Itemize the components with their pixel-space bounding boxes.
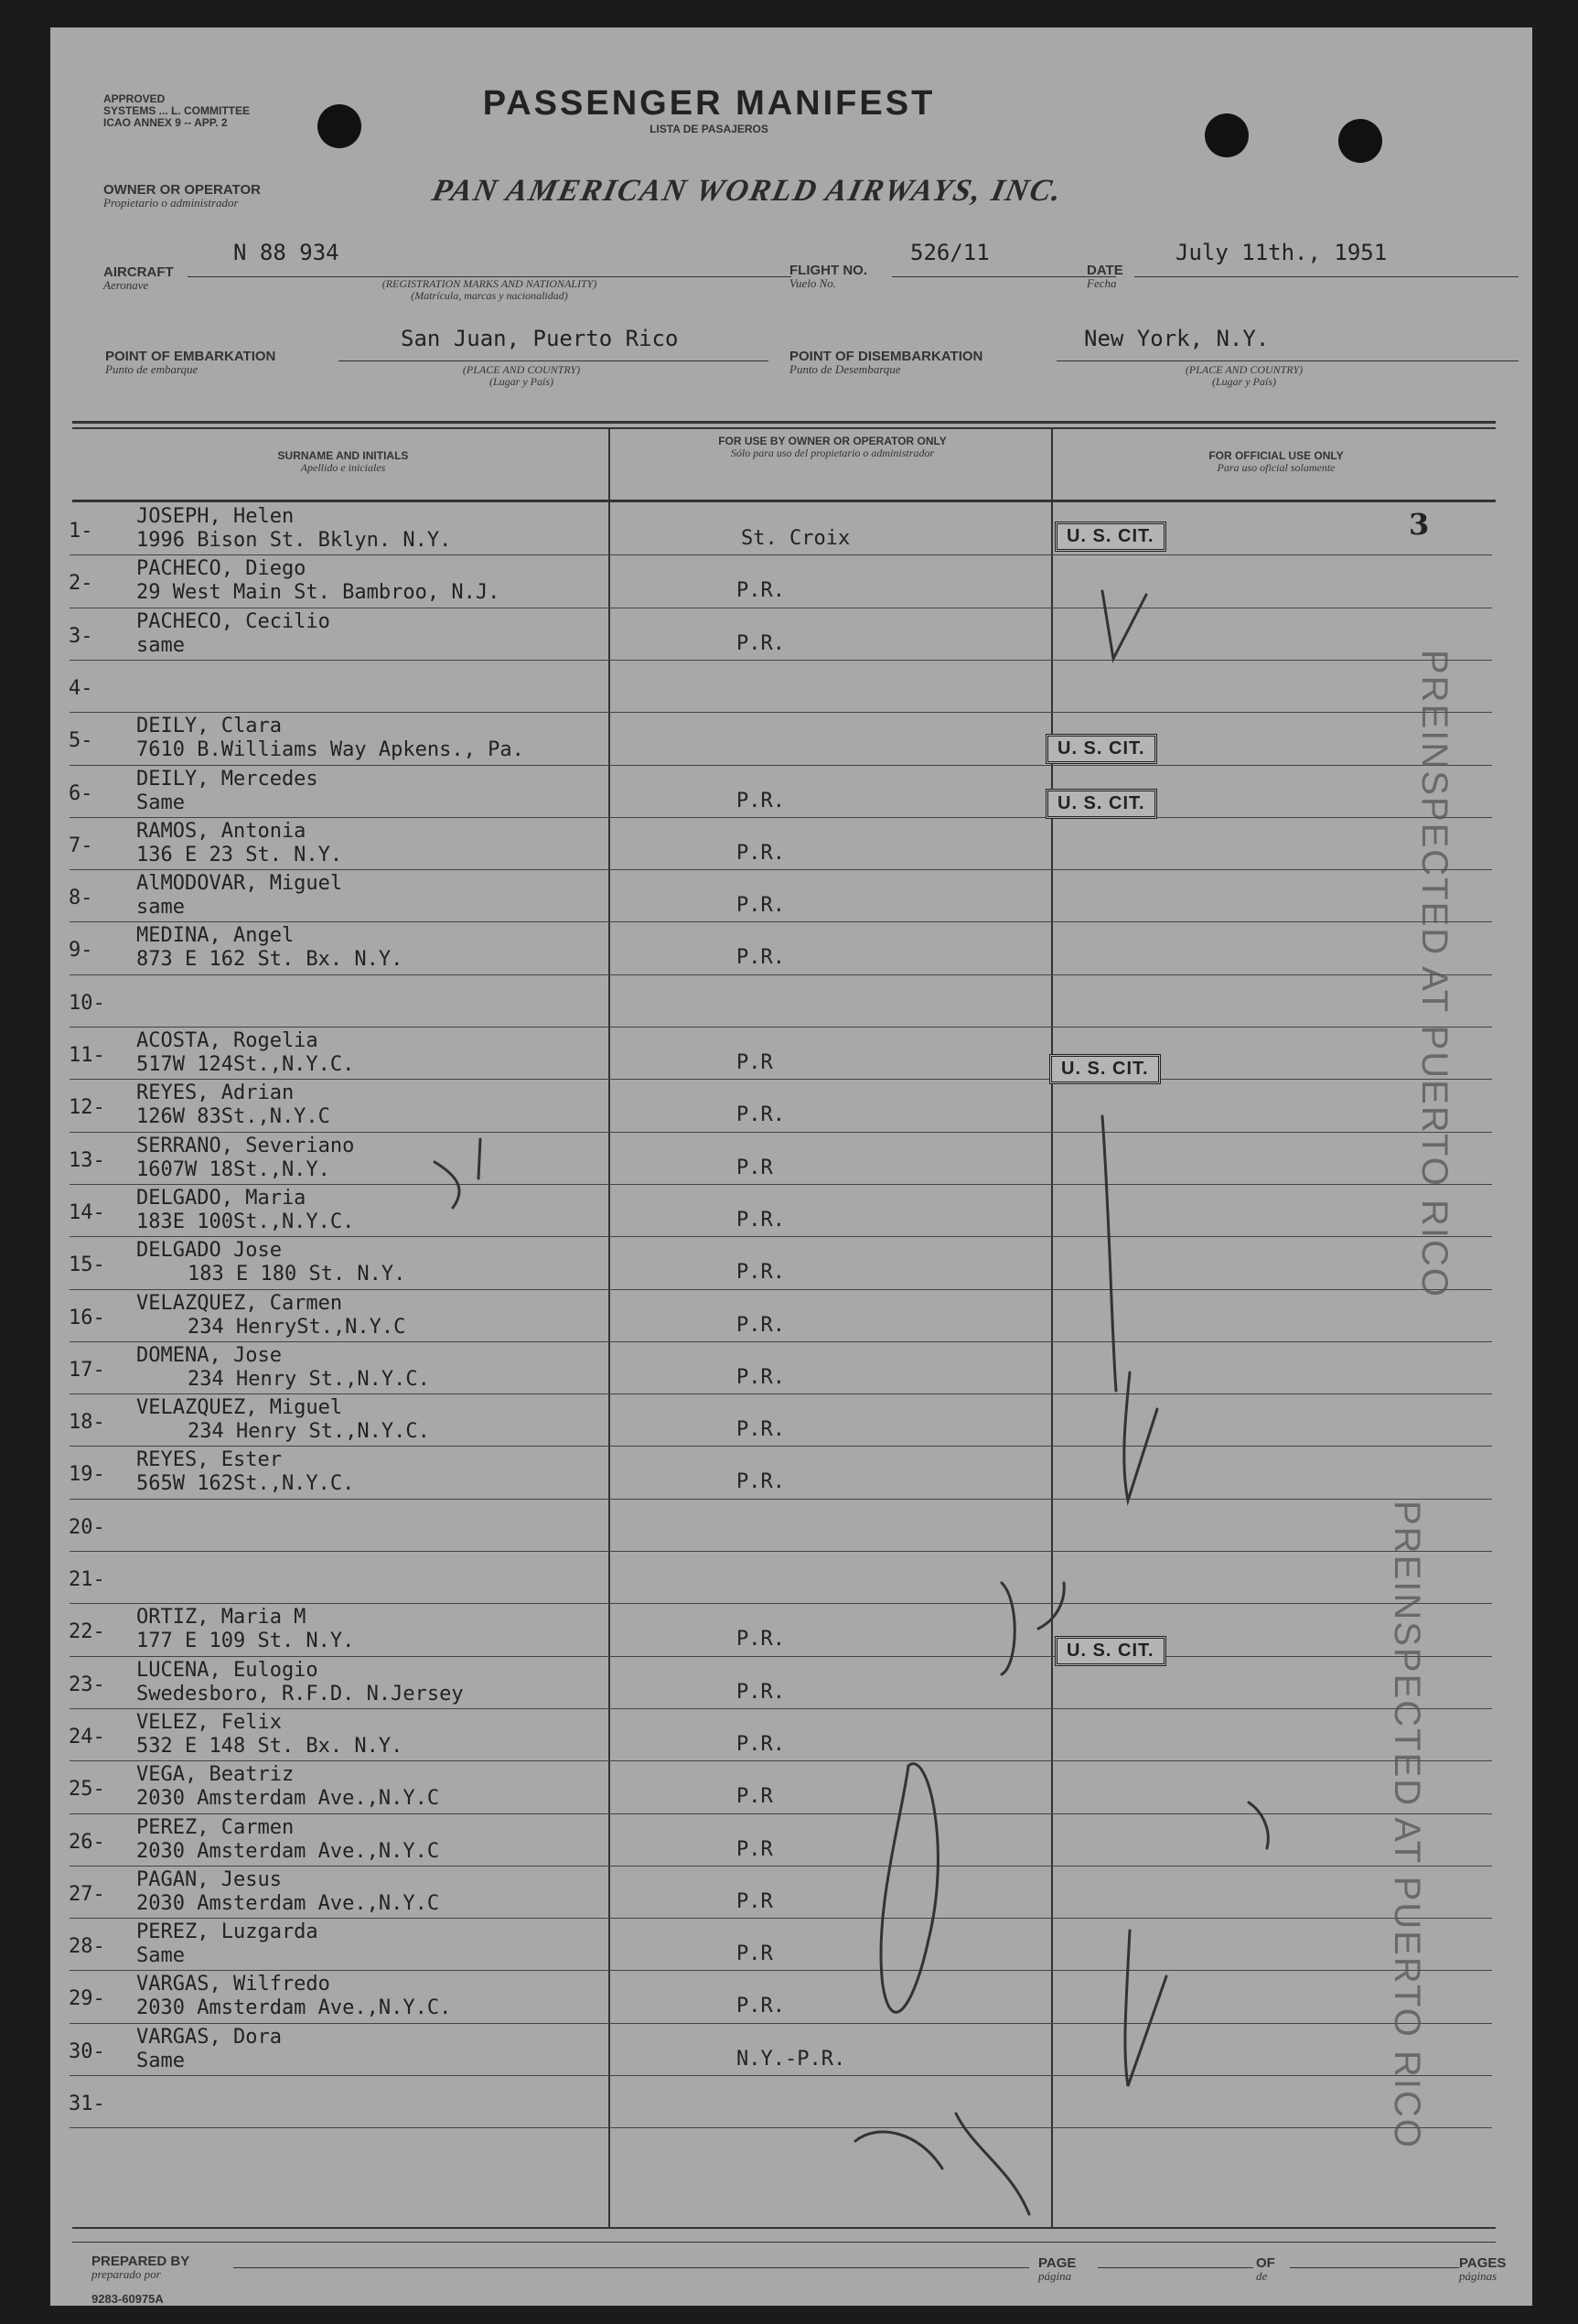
- passenger-name: SERRANO, Severiano: [136, 1134, 355, 1157]
- passenger-address: 2030 Amsterdam Ave.,N.Y.C: [136, 1839, 440, 1863]
- row-number: 7-: [69, 834, 93, 857]
- passenger-name: JOSEPH, Helen: [136, 505, 295, 528]
- passenger-name: VELAZQUEZ, Carmen: [136, 1291, 343, 1315]
- page-title: PASSENGER MANIFEST: [482, 84, 936, 123]
- us-citizen-stamp: U. S. CIT.: [1055, 1636, 1166, 1666]
- passenger-name: PEREZ, Luzgarda: [136, 1921, 318, 1944]
- flight-label: FLIGHT NO. Vuelo No.: [789, 263, 867, 290]
- passenger-name: VELEZ, Felix: [136, 1710, 282, 1734]
- prepared-by-label: PREPARED BY preparado por: [91, 2254, 190, 2281]
- passenger-address: 177 E 109 St. N.Y.: [136, 1630, 355, 1653]
- row-number: 31-: [69, 2093, 105, 2115]
- column-header-official: FOR OFFICIAL USE ONLY Para uso oficial solamente: [1208, 449, 1344, 474]
- passenger-name: VELAZQUEZ, Miguel: [136, 1396, 343, 1420]
- row-number: 1-: [69, 520, 93, 543]
- passenger-name: LUCENA, Eulogio: [136, 1658, 318, 1682]
- row-number: 25-: [69, 1778, 105, 1802]
- owner-operator-note: P.R: [736, 1837, 773, 1861]
- manifest-sheet: [50, 27, 1532, 2306]
- row-number: 13-: [69, 1148, 105, 1172]
- page-subtitle: LISTA DE PASAJEROS: [649, 123, 768, 135]
- passenger-address: 7610 B.Williams Way Apkens., Pa.: [136, 738, 524, 762]
- disembark-value: New York, N.Y.: [1084, 326, 1270, 351]
- row-number: 26-: [69, 1830, 105, 1854]
- row-number: 6-: [69, 781, 93, 805]
- row-number: 15-: [69, 1253, 105, 1277]
- aircraft-value: N 88 934: [233, 240, 339, 265]
- owner-operator-note: P.R: [736, 1942, 773, 1966]
- passenger-address: Same: [136, 1944, 185, 1968]
- passenger-address: 1607W 18St.,N.Y.: [136, 1157, 330, 1181]
- passenger-name: REYES, Adrian: [136, 1081, 295, 1105]
- owner-operator-note: P.R.: [736, 1680, 785, 1704]
- row-number: 9-: [69, 939, 93, 963]
- row-number: 21-: [69, 1568, 105, 1591]
- owner-operator-note: P.R.: [736, 1470, 785, 1494]
- owner-operator-note: P.R.: [736, 789, 785, 812]
- us-citizen-stamp: U. S. CIT.: [1046, 789, 1157, 819]
- row-number: 4-: [69, 676, 93, 700]
- disembark-label: POINT OF DISEMBARKATION Punto de Desembarque: [789, 349, 983, 376]
- form-number: 9283-60975A: [91, 2292, 164, 2306]
- passenger-name: PEREZ, Carmen: [136, 1815, 295, 1839]
- owner-operator-note: P.R.: [736, 1628, 785, 1652]
- passenger-address: 532 E 148 St. Bx. N.Y.: [136, 1734, 403, 1758]
- column-header-owner: FOR USE BY OWNER OR OPERATOR ONLY Sólo para uso del propietario o administrador: [718, 435, 947, 459]
- owner-operator-note: P.R.: [736, 1418, 785, 1442]
- embark-value: San Juan, Puerto Rico: [401, 326, 679, 351]
- row-number: 10-: [69, 991, 105, 1015]
- owner-operator-note: P.R: [736, 1156, 773, 1179]
- row-number: 28-: [69, 1935, 105, 1959]
- passenger-name: VARGAS, Dora: [136, 2025, 282, 2049]
- passenger-name: DEILY, Mercedes: [136, 767, 318, 791]
- pages-label: PAGES páginas: [1459, 2255, 1507, 2283]
- us-citizen-stamp: U. S. CIT.: [1055, 522, 1166, 552]
- row-number: 8-: [69, 887, 93, 910]
- operator-name: PAN AMERICAN WORLD AIRWAYS, INC.: [429, 174, 1067, 208]
- us-citizen-stamp: U. S. CIT.: [1046, 734, 1157, 764]
- owner-operator-note: P.R.: [736, 1313, 785, 1337]
- passenger-address: Same: [136, 791, 185, 814]
- row-number: 30-: [69, 2039, 105, 2063]
- row-number: 24-: [69, 1725, 105, 1748]
- date-value: July 11th., 1951: [1175, 240, 1388, 265]
- passenger-address: same: [136, 633, 185, 657]
- owner-label: OWNER OR OPERATOR Propietario o administrador: [103, 182, 261, 210]
- row-number: 5-: [69, 729, 93, 753]
- passenger-address: 565W 162St.,N.Y.C.: [136, 1472, 355, 1496]
- passenger-address: 517W 124St.,N.Y.C.: [136, 1053, 355, 1076]
- passenger-name: PACHECO, Cecilio: [136, 609, 330, 633]
- owner-operator-note: P.R.: [736, 841, 785, 865]
- row-number: 18-: [69, 1411, 105, 1435]
- owner-operator-note: P.R: [736, 1785, 773, 1809]
- row-number: 20-: [69, 1515, 105, 1539]
- row-number: 11-: [69, 1044, 105, 1067]
- passenger-name: PACHECO, Diego: [136, 557, 306, 581]
- row-number: 29-: [69, 1987, 105, 2011]
- owner-operator-note: P.R.: [736, 946, 785, 970]
- date-label: DATE Fecha: [1087, 263, 1123, 290]
- passenger-name: ACOSTA, Rogelia: [136, 1029, 318, 1052]
- passenger-address: Swedesboro, R.F.D. N.Jersey: [136, 1682, 464, 1705]
- passenger-name: RAMOS, Antonia: [136, 819, 306, 843]
- passenger-name: ORTIZ, Maria M: [136, 1606, 306, 1630]
- passenger-name: AlMODOVAR, Miguel: [136, 872, 343, 896]
- row-number: 14-: [69, 1200, 105, 1224]
- registration-note: (REGISTRATION MARKS AND NATIONALITY) (Matrícula, marcas y nacionalidad): [381, 277, 597, 302]
- passenger-address: Same: [136, 2049, 185, 2072]
- owner-operator-note: P.R.: [736, 1732, 785, 1756]
- passenger-address: 873 E 162 St. Bx. N.Y.: [136, 948, 403, 972]
- passenger-address: same: [136, 896, 185, 920]
- page-label: PAGE página: [1038, 2255, 1077, 2283]
- passenger-name: MEDINA, Angel: [136, 924, 295, 948]
- row-number: 3-: [69, 624, 93, 648]
- owner-operator-note: P.R: [736, 1889, 773, 1913]
- passenger-address: 2030 Amsterdam Ave.,N.Y.C: [136, 1891, 440, 1915]
- owner-operator-note: P.R.: [736, 1208, 785, 1232]
- passenger-name: PAGAN, Jesus: [136, 1867, 282, 1891]
- passenger-name: DOMENA, Jose: [136, 1343, 282, 1367]
- row-number: 12-: [69, 1096, 105, 1120]
- preinspected-stamp: PREINSPECTED AT PUERTO RICO: [1414, 650, 1455, 1298]
- owner-operator-note: P.R.: [736, 1103, 785, 1127]
- passenger-address: 1996 Bison St. Bklyn. N.Y.: [136, 529, 452, 552]
- aircraft-label: AIRCRAFT Aeronave: [103, 264, 174, 292]
- owner-operator-note: P.R.: [736, 631, 785, 655]
- passenger-address: 126W 83St.,N.Y.C: [136, 1105, 330, 1129]
- row-number: 23-: [69, 1673, 105, 1696]
- handwritten-marks: [50, 27, 1532, 2306]
- of-label: OF de: [1256, 2255, 1275, 2283]
- passenger-address: 29 West Main St. Bambroo, N.J.: [136, 581, 500, 605]
- owner-operator-note: P.R: [736, 1051, 773, 1074]
- passenger-address: 2030 Amsterdam Ave.,N.Y.C.: [136, 1996, 452, 2020]
- page-number-mark: 3: [1409, 507, 1430, 542]
- place-note-1: (PLACE AND COUNTRY) (Lugar y País): [462, 363, 581, 388]
- passenger-address: 234 Henry St.,N.Y.C.: [188, 1420, 430, 1444]
- passenger-address: 2030 Amsterdam Ave.,N.Y.C: [136, 1787, 440, 1811]
- owner-operator-note: P.R.: [736, 1365, 785, 1389]
- passenger-address: 183E 100St.,N.Y.C.: [136, 1210, 355, 1233]
- row-number: 17-: [69, 1358, 105, 1382]
- us-citizen-stamp: U. S. CIT.: [1049, 1054, 1161, 1084]
- owner-operator-note: St. Croix: [741, 527, 851, 550]
- passenger-address: 136 E 23 St. N.Y.: [136, 843, 343, 866]
- column-header-surname: SURNAME AND INITIALS Apellido e iniciales: [277, 449, 409, 474]
- row-number: 16-: [69, 1306, 105, 1329]
- owner-operator-note: P.R.: [736, 1995, 785, 2018]
- flight-value: 526/11: [910, 240, 990, 265]
- row-number: 19-: [69, 1463, 105, 1487]
- passenger-name: VEGA, Beatriz: [136, 1763, 295, 1787]
- passenger-name: VARGAS, Wilfredo: [136, 1973, 330, 1996]
- passenger-name: REYES, Ester: [136, 1448, 282, 1472]
- row-number: 22-: [69, 1620, 105, 1644]
- place-note-2: (PLACE AND COUNTRY) (Lugar y País): [1185, 363, 1304, 388]
- passenger-name: DELGADO Jose: [136, 1239, 282, 1263]
- passenger-address: 234 HenrySt.,N.Y.C: [188, 1315, 406, 1339]
- owner-operator-note: N.Y.-P.R.: [736, 2047, 846, 2071]
- preinspected-stamp: PREINSPECTED AT PUERTO RICO: [1387, 1501, 1427, 2149]
- approved-note: APPROVED SYSTEMS ... L. COMMITTEE ICAO ANNEX 9 -- APP. 2: [103, 92, 251, 129]
- passenger-address: 234 Henry St.,N.Y.C.: [188, 1367, 430, 1391]
- row-number: 27-: [69, 1882, 105, 1906]
- owner-operator-note: P.R.: [736, 894, 785, 918]
- passenger-name: DEILY, Clara: [136, 715, 282, 738]
- owner-operator-note: P.R.: [736, 579, 785, 603]
- owner-operator-note: P.R.: [736, 1261, 785, 1285]
- passenger-name: DELGADO, Maria: [136, 1186, 306, 1210]
- row-number: 2-: [69, 572, 93, 596]
- passenger-address: 183 E 180 St. N.Y.: [188, 1263, 406, 1286]
- embark-label: POINT OF EMBARKATION Punto de embarque: [105, 349, 276, 376]
